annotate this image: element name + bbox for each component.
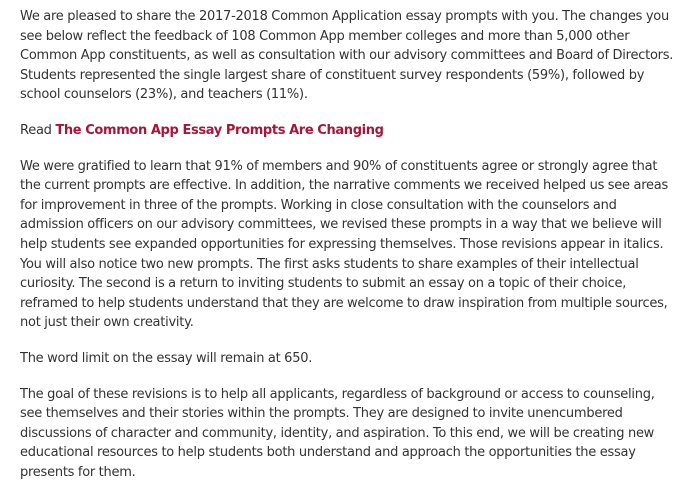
word-limit-paragraph: The word limit on the essay will remain at 650.	[20, 350, 313, 366]
read-prefix: Read	[20, 122, 56, 138]
essay-prompts-changing-link[interactable]: The Common App Essay Prompts Are Changing	[55, 122, 384, 138]
intro-paragraph: We are pleased to share the 2017-2018 Common Application essay prompts with you. The changes you see below reflect the feedback of 108 Common App member colleges and more than 5,000 other Common App constituents, as well as consultation with our advisory committees and Board of Directors. Students represented the single largest share of constituent survey respondents (59%), followed by school counselors (23%), and teachers (11%).	[20, 9, 674, 103]
read-more-paragraph	[20, 121, 676, 141]
goal-paragraph: The goal of these revisions is to help all applicants, regardless of background or access to counseling, see themselves and their stories within the prompts. They are designed to invite unencumbered discussions of character and community, identity, and aspiration. To this end, we will be creating new educational resources to help students both understand and approach the opportunities the essay presents for them.	[20, 386, 655, 480]
feedback-paragraph: We were gratified to learn that 91% of members and 90% of constituents agree or strongly agree that the current prompts are effective. In addition, the narrative comments we received helped us see areas for improvement in three of the prompts. Working in close consultation with the counselors and admission officers on our advisory committees, we revised these prompts in a way that we believe will help students see expanded opportunities for expressing themselves. Those revisions appear in italics. You will also notice two new prompts. The first asks students to share examples of their intellectual curiosity. The second is a return to inviting students to submit an essay on a topic of their choice, reframed to help students understand that they are welcome to draw inspiration from multiple sources, not just their own creativity.	[20, 158, 668, 331]
article-body	[20, 7, 676, 498]
